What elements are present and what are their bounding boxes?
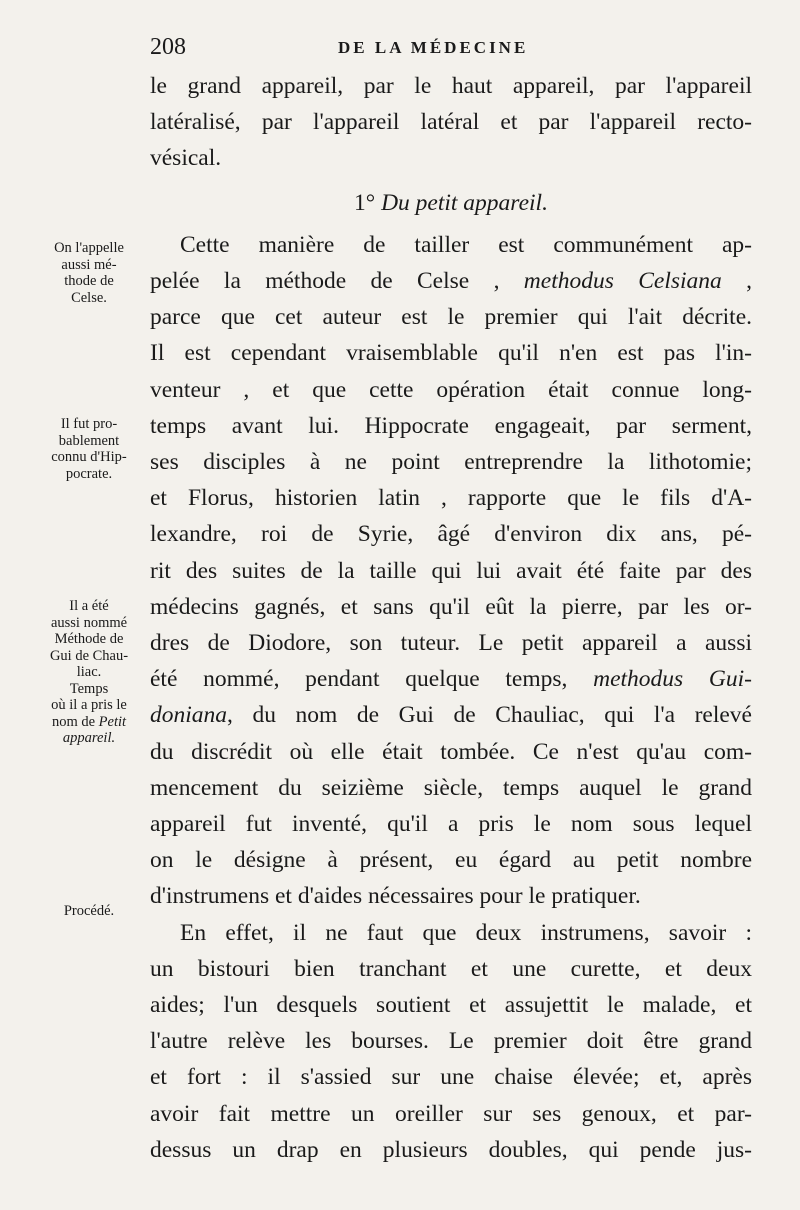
- running-title: DE LA MÉDECINE: [338, 38, 529, 57]
- text-line: l'autre relève les bourses. Le premier doit être grand: [150, 1028, 752, 1055]
- main-text: [150, 68, 752, 1168]
- section-title: Du petit appareil.: [381, 189, 548, 216]
- margin-note-gui: Il a été aussi nommé Méthode de Gui de Chau- liac. Temps où il a pris le nom de Petit appareil.: [49, 598, 129, 746]
- text-line: En effet, il ne faut que deux instrumens, savoir :: [180, 919, 752, 946]
- text-line: Il est cependant vraisemblable qu'il n'en est pas l'in-: [150, 340, 752, 367]
- text-line: dres de Diodore, son tuteur. Le petit appareil a aussi: [150, 630, 752, 657]
- paragraph-1: [150, 227, 752, 915]
- text-line: avoir fait mettre un oreiller sur ses genoux, et par-: [150, 1100, 752, 1127]
- page-number: 208: [150, 34, 186, 60]
- text-line: dessus un drap en plusieurs doubles, qui pende jus-: [150, 1136, 752, 1163]
- paragraph-2: [150, 915, 752, 1168]
- text-line: latéralisé, par l'appareil latéral et par l'appareil recto-: [150, 109, 752, 136]
- text-line: mencement du seizième siècle, temps auquel le grand: [150, 774, 752, 801]
- section-number: 1°: [354, 189, 376, 216]
- text-line: du discrédit où elle était tombée. Ce n'est qu'au com-: [150, 738, 752, 765]
- text-line: pelée la méthode de Celse , methodus Celsiana ,: [150, 268, 753, 295]
- text-line: médecins gagnés, et sans qu'il eût la pierre, par les or-: [150, 593, 752, 620]
- text-line: été nommé, pendant quelque temps, methodus Gui-: [150, 666, 752, 693]
- text-line: le grand appareil, par le haut appareil, par l'appareil: [150, 73, 752, 99]
- margin-note-procede: Procédé.: [63, 903, 115, 919]
- text-line: Cette manière de tailler est communément ap-: [180, 231, 752, 258]
- text-line: venteur , et que cette opération était connue long-: [150, 376, 752, 403]
- text-line: temps avant lui. Hippocrate engageait, par serment,: [150, 412, 752, 439]
- page-header: [150, 34, 750, 64]
- text-line: parce que cet auteur est le premier qui l'ait décrite.: [150, 304, 752, 331]
- text-line: appareil fut inventé, qu'il a pris le nom sous lequel: [150, 811, 752, 838]
- text-line: un bistouri bien tranchant et une curette, et deux: [150, 955, 752, 982]
- margin-note-hippocrate: Il fut pro- bablement connu d'Hip- pocrate.: [51, 416, 127, 482]
- text-line: vésical.: [150, 145, 222, 172]
- text-line: ses disciples à ne point entreprendre la lithotomie;: [150, 449, 752, 476]
- section-heading: [150, 185, 752, 221]
- text-line: on le désigne à présent, eu égard au petit nombre: [150, 847, 752, 874]
- text-line: doniana, du nom de Gui de Chauliac, qui l'a relevé: [150, 702, 752, 729]
- text-line: et fort : il s'assied sur une chaise élevée; et, après: [150, 1064, 752, 1091]
- text-line: lexandre, roi de Syrie, âgé d'environ dix ans, pé-: [150, 521, 752, 548]
- text-line: et Florus, historien latin , rapporte que le fils d'A-: [150, 485, 752, 512]
- text-line: aides; l'un desquels soutient et assujettit le malade, et: [150, 992, 752, 1019]
- text-line: d'instrumens et d'aides nécessaires pour le pratiquer.: [150, 883, 641, 910]
- text-line: rit des suites de la taille qui lui avait été faite par des: [150, 557, 752, 584]
- margin-note-celse: On l'appelle aussi mé- thode de Celse.: [54, 240, 124, 306]
